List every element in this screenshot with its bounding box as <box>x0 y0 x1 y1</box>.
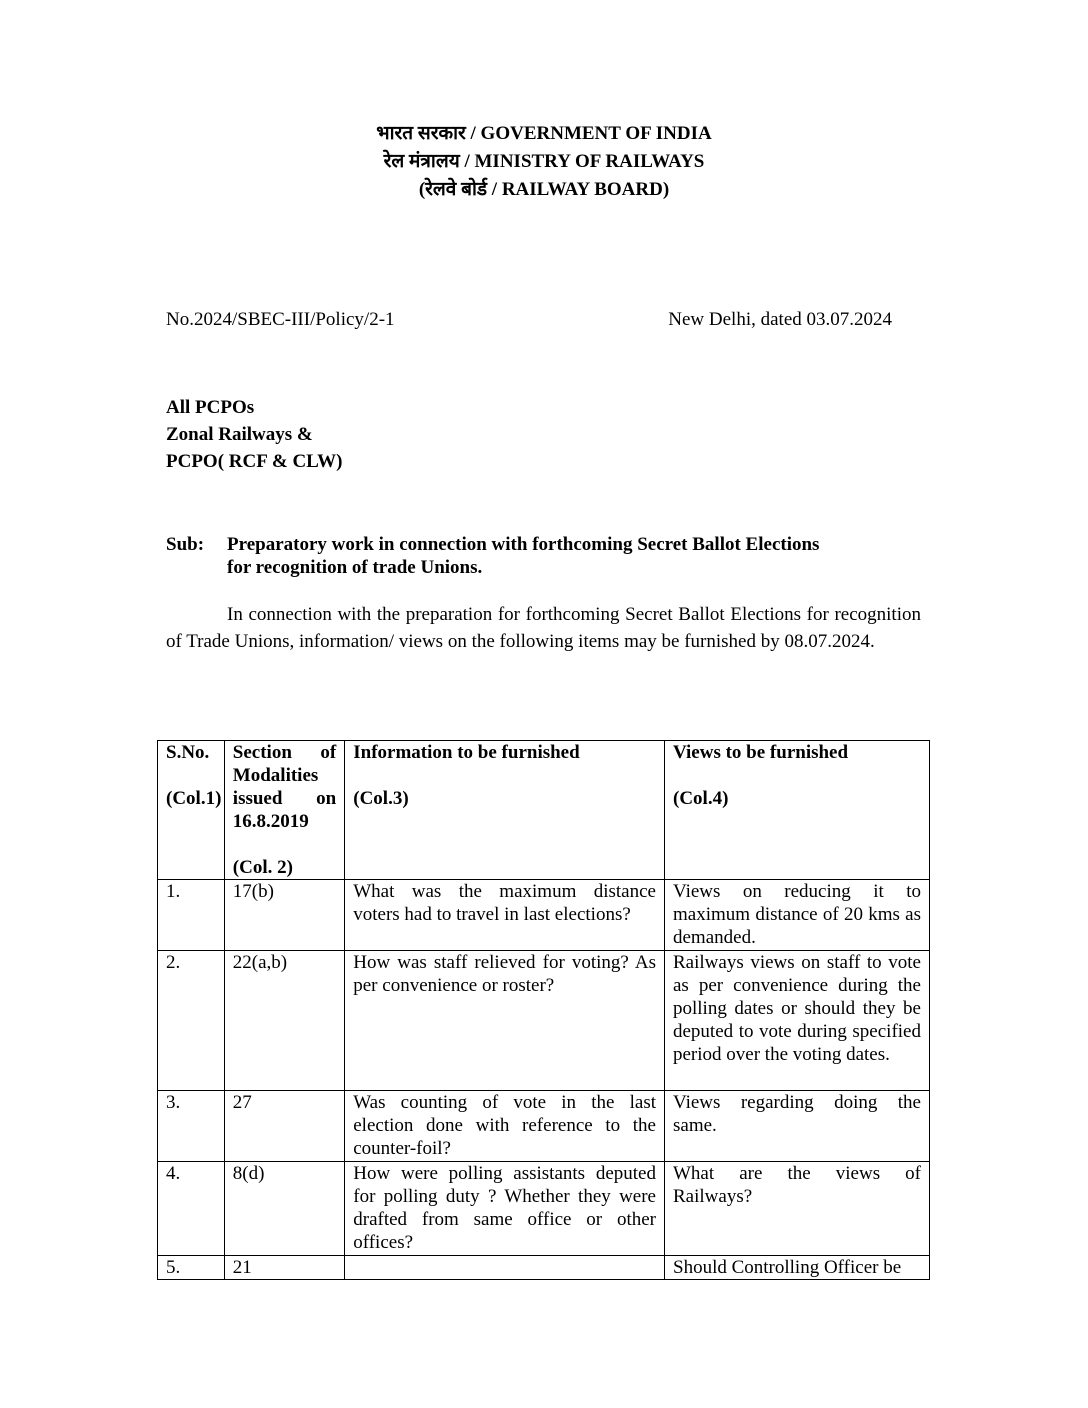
place-and-date: New Delhi, dated 03.07.2024 <box>668 309 892 330</box>
cell-info: How were polling assistants deputed for polling duty ? Whether they were drafted from same office or other offices? <box>345 1162 665 1256</box>
addressee-block <box>166 394 342 475</box>
letterhead <box>0 120 1088 204</box>
header-views <box>665 741 930 880</box>
table-row <box>158 1162 930 1256</box>
table-row <box>158 951 930 1091</box>
cell-views: What are the views of Railways? <box>665 1162 930 1256</box>
cell-section: 27 <box>224 1091 344 1162</box>
reference-number: No.2024/SBEC-III/Policy/2-1 <box>166 309 395 330</box>
cell-sn: 2. <box>158 951 225 1091</box>
addressee-line-2: Zonal Railways & <box>166 424 313 445</box>
table-row <box>158 880 930 951</box>
cell-views: Views on reducing it to maximum distance of 20 kms as demanded. <box>665 880 930 951</box>
table-header-row <box>158 741 930 880</box>
cell-info: How was staff relieved for voting? As per convenience or roster? <box>345 951 665 1091</box>
header-sn <box>158 741 225 880</box>
header-sn-label: S.No. <box>166 742 210 763</box>
header-info-col: (Col.3) <box>353 788 409 809</box>
cell-info: What was the maximum distance voters had to travel in last elections? <box>345 880 665 951</box>
subject-line-2: for recognition of trade Unions. <box>227 557 483 578</box>
header-views-label: Views to be furnished <box>673 742 849 763</box>
letterhead-board: (रेलवे बोर्ड / RAILWAY BOARD) <box>418 179 670 200</box>
cell-sn: 1. <box>158 880 225 951</box>
cell-views: Views regarding doing the same. <box>665 1091 930 1162</box>
table-row <box>158 1256 930 1280</box>
cell-section: 17(b) <box>224 880 344 951</box>
cell-section: 21 <box>224 1256 344 1280</box>
letterhead-government: भारत सरकार / GOVERNMENT OF INDIA <box>376 123 712 144</box>
header-views-col: (Col.4) <box>673 788 729 809</box>
subject-line-1: Preparatory work in connection with forthcoming Secret Ballot Elections <box>227 534 820 555</box>
cell-info <box>345 1256 665 1280</box>
addressee-line-3: PCPO( RCF & CLW) <box>166 451 343 472</box>
header-section-col: (Col. 2) <box>232 857 293 878</box>
header-info-label: Information to be furnished <box>353 742 580 763</box>
body-paragraph: In connection with the preparation for forthcoming Secret Ballot Elections for recognition of Trade Unions, information/ views on the following items may be furnished by 08.07.2024. <box>166 604 921 652</box>
cell-section: 8(d) <box>224 1162 344 1256</box>
cell-views: Should Controlling Officer be <box>665 1256 930 1280</box>
cell-section: 22(a,b) <box>224 951 344 1091</box>
addressee-line-1: All PCPOs <box>166 397 255 418</box>
subject-label: Sub: <box>166 534 205 555</box>
header-section-label: Section of Modalities issued on 16.8.2019 <box>232 742 337 832</box>
cell-sn: 5. <box>158 1256 225 1280</box>
header-section <box>224 741 344 880</box>
subject-text <box>227 533 867 579</box>
information-table <box>157 740 930 1280</box>
cell-sn: 4. <box>158 1162 225 1256</box>
cell-info: Was counting of vote in the last election done with reference to the counter-foil? <box>345 1091 665 1162</box>
letterhead-ministry: रेल मंत्रालय / MINISTRY OF RAILWAYS <box>383 151 705 172</box>
table-row <box>158 1091 930 1162</box>
header-info <box>345 741 665 880</box>
cell-sn: 3. <box>158 1091 225 1162</box>
reference-line <box>166 308 892 332</box>
header-sn-col: (Col.1) <box>166 788 222 809</box>
cell-views: Railways views on staff to vote as per convenience during the polling dates or should they be deputed to vote during specified period over the voting dates. <box>665 951 930 1091</box>
